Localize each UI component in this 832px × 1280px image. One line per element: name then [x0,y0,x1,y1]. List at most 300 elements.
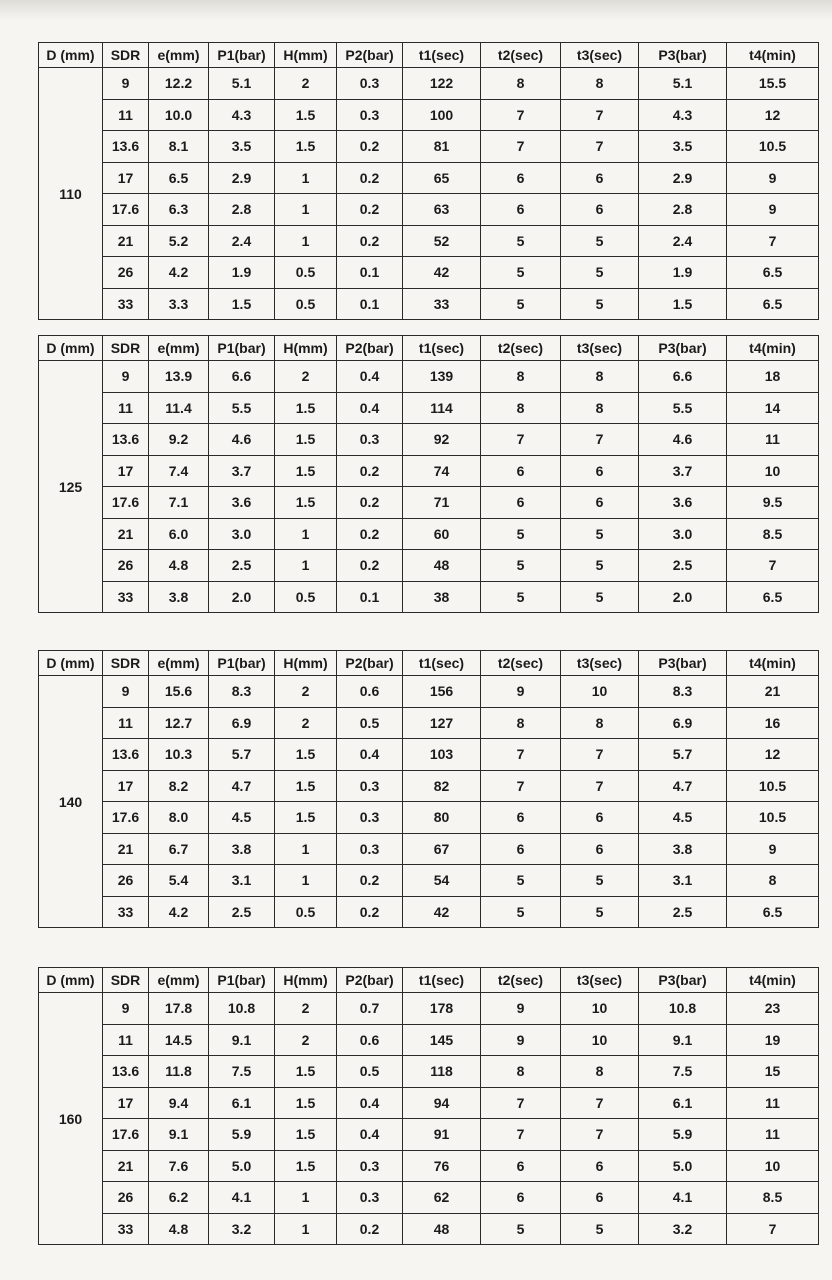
header-sdr: SDR [103,651,149,676]
header-p2: P2(bar) [337,43,403,68]
cell-e: 8.2 [149,770,209,802]
table-row [39,1213,819,1245]
cell-t3: 7 [561,131,639,163]
cell-p1: 2.5 [209,550,275,582]
cell-p1: 6.6 [209,361,275,393]
cell-p3: 2.0 [639,581,727,613]
cell-t3: 6 [561,802,639,834]
cell-t1: 42 [403,896,481,928]
cell-p1: 4.3 [209,99,275,131]
table-row [39,487,819,519]
table-row [39,518,819,550]
header-row [39,651,819,676]
header-t4: t4(min) [727,336,819,361]
cell-e: 9.1 [149,1119,209,1151]
cell-p2: 0.5 [337,1056,403,1088]
cell-t2: 6 [481,1150,561,1182]
cell-p3: 2.9 [639,162,727,194]
header-p3: P3(bar) [639,43,727,68]
header-t2: t2(sec) [481,968,561,993]
cell-p3: 4.1 [639,1182,727,1214]
cell-e: 5.4 [149,865,209,897]
cell-p2: 0.1 [337,288,403,320]
cell-t1: 48 [403,550,481,582]
cell-t2: 6 [481,833,561,865]
header-p1: P1(bar) [209,43,275,68]
table-row [39,257,819,289]
cell-e: 4.2 [149,896,209,928]
cell-p2: 0.2 [337,162,403,194]
cell-p3: 3.8 [639,833,727,865]
header-row [39,43,819,68]
cell-p1: 9.1 [209,1024,275,1056]
cell-t3: 6 [561,487,639,519]
cell-t3: 5 [561,257,639,289]
cell-p3: 5.5 [639,392,727,424]
cell-sdr: 17 [103,162,149,194]
cell-t1: 65 [403,162,481,194]
table-row [39,1119,819,1151]
cell-e: 4.2 [149,257,209,289]
cell-p3: 6.9 [639,707,727,739]
cell-h: 1.5 [275,99,337,131]
table-row [39,1024,819,1056]
cell-p2: 0.2 [337,518,403,550]
cell-p3: 4.6 [639,424,727,456]
header-t3: t3(sec) [561,651,639,676]
cell-t1: 60 [403,518,481,550]
cell-p1: 2.0 [209,581,275,613]
cell-t4: 6.5 [727,896,819,928]
cell-t4: 9.5 [727,487,819,519]
header-row [39,336,819,361]
header-p3: P3(bar) [639,968,727,993]
cell-p2: 0.2 [337,131,403,163]
cell-t1: 81 [403,131,481,163]
cell-t2: 5 [481,896,561,928]
cell-e: 6.2 [149,1182,209,1214]
cell-p3: 6.1 [639,1087,727,1119]
cell-p1: 10.8 [209,993,275,1025]
cell-h: 0.5 [275,288,337,320]
cell-h: 1.5 [275,739,337,771]
cell-sdr: 26 [103,550,149,582]
cell-e: 8.1 [149,131,209,163]
cell-p2: 0.3 [337,802,403,834]
cell-sdr: 9 [103,993,149,1025]
cell-p3: 4.5 [639,802,727,834]
cell-h: 1.5 [275,802,337,834]
cell-p3: 5.9 [639,1119,727,1151]
cell-p1: 3.2 [209,1213,275,1245]
cell-t3: 10 [561,993,639,1025]
cell-p1: 5.5 [209,392,275,424]
cell-t1: 92 [403,424,481,456]
cell-h: 2 [275,361,337,393]
cell-t2: 9 [481,993,561,1025]
cell-p1: 2.4 [209,225,275,257]
table-row [39,770,819,802]
header-sdr: SDR [103,968,149,993]
cell-e: 5.2 [149,225,209,257]
cell-p2: 0.3 [337,770,403,802]
cell-p3: 2.4 [639,225,727,257]
cell-p2: 0.5 [337,707,403,739]
cell-p2: 0.4 [337,1119,403,1151]
cell-h: 1.5 [275,770,337,802]
cell-sdr: 11 [103,99,149,131]
cell-p3: 4.7 [639,770,727,802]
cell-t3: 7 [561,424,639,456]
cell-p1: 8.3 [209,676,275,708]
table-row [39,993,819,1025]
header-t1: t1(sec) [403,336,481,361]
cell-p3: 6.6 [639,361,727,393]
cell-t2: 7 [481,770,561,802]
cell-p3: 4.3 [639,99,727,131]
cell-sdr: 33 [103,896,149,928]
header-t2: t2(sec) [481,651,561,676]
cell-t1: 82 [403,770,481,802]
cell-h: 0.5 [275,257,337,289]
cell-t2: 8 [481,361,561,393]
header-t2: t2(sec) [481,336,561,361]
cell-t2: 6 [481,162,561,194]
cell-sdr: 17 [103,770,149,802]
cell-t4: 7 [727,225,819,257]
cell-sdr: 11 [103,707,149,739]
cell-t1: 74 [403,455,481,487]
cell-e: 12.7 [149,707,209,739]
header-p3: P3(bar) [639,336,727,361]
cell-t4: 8.5 [727,518,819,550]
spec-table-block [38,42,818,320]
cell-h: 1.5 [275,487,337,519]
header-e: e(mm) [149,43,209,68]
cell-t3: 6 [561,162,639,194]
cell-p3: 3.0 [639,518,727,550]
cell-sdr: 21 [103,833,149,865]
cell-t2: 5 [481,550,561,582]
cell-p2: 0.3 [337,68,403,100]
cell-h: 1 [275,162,337,194]
cell-t4: 10.5 [727,770,819,802]
cell-t4: 15 [727,1056,819,1088]
cell-p1: 1.5 [209,288,275,320]
cell-t4: 10.5 [727,802,819,834]
cell-t3: 5 [561,550,639,582]
cell-t1: 67 [403,833,481,865]
cell-t2: 7 [481,739,561,771]
header-e: e(mm) [149,336,209,361]
cell-t2: 8 [481,1056,561,1088]
cell-p1: 5.9 [209,1119,275,1151]
cell-t2: 8 [481,707,561,739]
cell-p1: 6.1 [209,1087,275,1119]
cell-t3: 6 [561,833,639,865]
cell-t1: 63 [403,194,481,226]
cell-t2: 6 [481,487,561,519]
cell-h: 1 [275,194,337,226]
table-row [39,802,819,834]
cell-sdr: 17.6 [103,802,149,834]
cell-sdr: 9 [103,361,149,393]
cell-p2: 0.2 [337,550,403,582]
cell-t3: 5 [561,288,639,320]
cell-h: 2 [275,676,337,708]
cell-p2: 0.3 [337,1182,403,1214]
cell-p3: 10.8 [639,993,727,1025]
header-p1: P1(bar) [209,968,275,993]
cell-t2: 7 [481,99,561,131]
header-sdr: SDR [103,43,149,68]
cell-p1: 5.7 [209,739,275,771]
cell-p1: 4.6 [209,424,275,456]
header-t3: t3(sec) [561,968,639,993]
cell-t4: 8 [727,865,819,897]
table-row [39,1056,819,1088]
cell-e: 7.6 [149,1150,209,1182]
cell-t3: 7 [561,99,639,131]
cell-p2: 0.2 [337,225,403,257]
cell-t3: 7 [561,1087,639,1119]
cell-t2: 6 [481,1182,561,1214]
cell-sdr: 21 [103,1150,149,1182]
table-row [39,99,819,131]
table-row [39,833,819,865]
cell-t2: 5 [481,581,561,613]
spec-table-block [38,650,818,928]
cell-p1: 2.9 [209,162,275,194]
cell-sdr: 17 [103,1087,149,1119]
cell-sdr: 11 [103,392,149,424]
cell-p2: 0.2 [337,455,403,487]
cell-p1: 3.0 [209,518,275,550]
diameter-cell: 110 [39,68,103,320]
cell-h: 2 [275,1024,337,1056]
header-t1: t1(sec) [403,968,481,993]
cell-t1: 38 [403,581,481,613]
cell-e: 4.8 [149,550,209,582]
cell-t1: 42 [403,257,481,289]
cell-p3: 1.9 [639,257,727,289]
cell-t2: 6 [481,455,561,487]
cell-t4: 9 [727,194,819,226]
table-row [39,1182,819,1214]
cell-sdr: 17 [103,455,149,487]
cell-t3: 7 [561,739,639,771]
table-row [39,455,819,487]
cell-p3: 2.5 [639,550,727,582]
cell-t2: 9 [481,1024,561,1056]
cell-p3: 3.1 [639,865,727,897]
cell-e: 17.8 [149,993,209,1025]
cell-t2: 5 [481,225,561,257]
cell-t4: 11 [727,424,819,456]
cell-p2: 0.4 [337,739,403,771]
header-h: H(mm) [275,43,337,68]
cell-p1: 3.1 [209,865,275,897]
cell-p2: 0.4 [337,1087,403,1119]
cell-p2: 0.6 [337,1024,403,1056]
cell-e: 9.2 [149,424,209,456]
cell-t4: 21 [727,676,819,708]
cell-p1: 2.5 [209,896,275,928]
header-h: H(mm) [275,651,337,676]
cell-t4: 9 [727,833,819,865]
header-t3: t3(sec) [561,336,639,361]
cell-p2: 0.2 [337,194,403,226]
cell-t1: 103 [403,739,481,771]
cell-t4: 10 [727,1150,819,1182]
cell-t1: 48 [403,1213,481,1245]
cell-t2: 7 [481,1119,561,1151]
cell-p1: 1.9 [209,257,275,289]
cell-h: 1.5 [275,1056,337,1088]
header-t1: t1(sec) [403,43,481,68]
cell-p2: 0.3 [337,424,403,456]
cell-t4: 6.5 [727,257,819,289]
cell-sdr: 26 [103,257,149,289]
cell-t3: 6 [561,1182,639,1214]
cell-t3: 5 [561,1213,639,1245]
cell-t4: 11 [727,1119,819,1151]
table-row [39,68,819,100]
cell-e: 6.3 [149,194,209,226]
table-row [39,581,819,613]
cell-p1: 2.8 [209,194,275,226]
cell-p2: 0.2 [337,487,403,519]
cell-sdr: 26 [103,1182,149,1214]
cell-h: 1 [275,833,337,865]
header-d: D (mm) [39,43,103,68]
cell-t4: 7 [727,550,819,582]
table-row [39,550,819,582]
spec-table-block [38,967,818,1245]
spec-table [38,42,819,320]
header-t4: t4(min) [727,968,819,993]
cell-p1: 5.0 [209,1150,275,1182]
header-t1: t1(sec) [403,651,481,676]
cell-t3: 5 [561,581,639,613]
table-row [39,361,819,393]
cell-sdr: 9 [103,68,149,100]
cell-t2: 5 [481,865,561,897]
cell-t4: 8.5 [727,1182,819,1214]
cell-p3: 5.0 [639,1150,727,1182]
cell-h: 0.5 [275,896,337,928]
header-h: H(mm) [275,968,337,993]
cell-p1: 4.1 [209,1182,275,1214]
cell-p3: 5.1 [639,68,727,100]
cell-p1: 7.5 [209,1056,275,1088]
table-row [39,896,819,928]
header-t4: t4(min) [727,651,819,676]
cell-sdr: 9 [103,676,149,708]
header-d: D (mm) [39,651,103,676]
cell-e: 3.8 [149,581,209,613]
cell-t3: 8 [561,68,639,100]
cell-sdr: 17.6 [103,194,149,226]
cell-t4: 7 [727,1213,819,1245]
cell-t3: 6 [561,1150,639,1182]
cell-t1: 52 [403,225,481,257]
cell-t3: 7 [561,770,639,802]
cell-e: 10.3 [149,739,209,771]
cell-e: 10.0 [149,99,209,131]
header-p3: P3(bar) [639,651,727,676]
cell-t1: 122 [403,68,481,100]
cell-t4: 19 [727,1024,819,1056]
cell-t2: 7 [481,1087,561,1119]
header-p2: P2(bar) [337,968,403,993]
cell-h: 1 [275,550,337,582]
cell-t4: 16 [727,707,819,739]
cell-p2: 0.3 [337,1150,403,1182]
spec-table [38,335,819,613]
cell-t2: 8 [481,392,561,424]
cell-e: 12.2 [149,68,209,100]
cell-t3: 8 [561,707,639,739]
cell-p1: 4.7 [209,770,275,802]
cell-t1: 114 [403,392,481,424]
cell-p3: 2.8 [639,194,727,226]
cell-p3: 3.2 [639,1213,727,1245]
cell-t4: 6.5 [727,288,819,320]
table-row [39,676,819,708]
cell-h: 1 [275,865,337,897]
cell-h: 2 [275,68,337,100]
cell-e: 4.8 [149,1213,209,1245]
cell-t2: 6 [481,194,561,226]
table-row [39,1087,819,1119]
table-row [39,392,819,424]
header-h: H(mm) [275,336,337,361]
header-d: D (mm) [39,968,103,993]
cell-p1: 6.9 [209,707,275,739]
header-e: e(mm) [149,968,209,993]
cell-sdr: 33 [103,581,149,613]
cell-t1: 178 [403,993,481,1025]
cell-t2: 7 [481,131,561,163]
table-row [39,225,819,257]
cell-sdr: 13.6 [103,1056,149,1088]
cell-t3: 5 [561,225,639,257]
cell-t1: 127 [403,707,481,739]
header-p2: P2(bar) [337,336,403,361]
cell-h: 1.5 [275,1119,337,1151]
header-d: D (mm) [39,336,103,361]
cell-p1: 3.7 [209,455,275,487]
cell-e: 3.3 [149,288,209,320]
table-row [39,707,819,739]
cell-p3: 1.5 [639,288,727,320]
cell-t3: 5 [561,896,639,928]
header-t3: t3(sec) [561,43,639,68]
cell-t4: 10.5 [727,131,819,163]
cell-t4: 11 [727,1087,819,1119]
cell-h: 1.5 [275,424,337,456]
cell-p3: 9.1 [639,1024,727,1056]
table-row [39,131,819,163]
cell-p3: 3.6 [639,487,727,519]
cell-t4: 18 [727,361,819,393]
cell-t1: 76 [403,1150,481,1182]
cell-p2: 0.2 [337,865,403,897]
cell-t3: 8 [561,392,639,424]
page-top-edge [0,0,832,20]
cell-p2: 0.7 [337,993,403,1025]
